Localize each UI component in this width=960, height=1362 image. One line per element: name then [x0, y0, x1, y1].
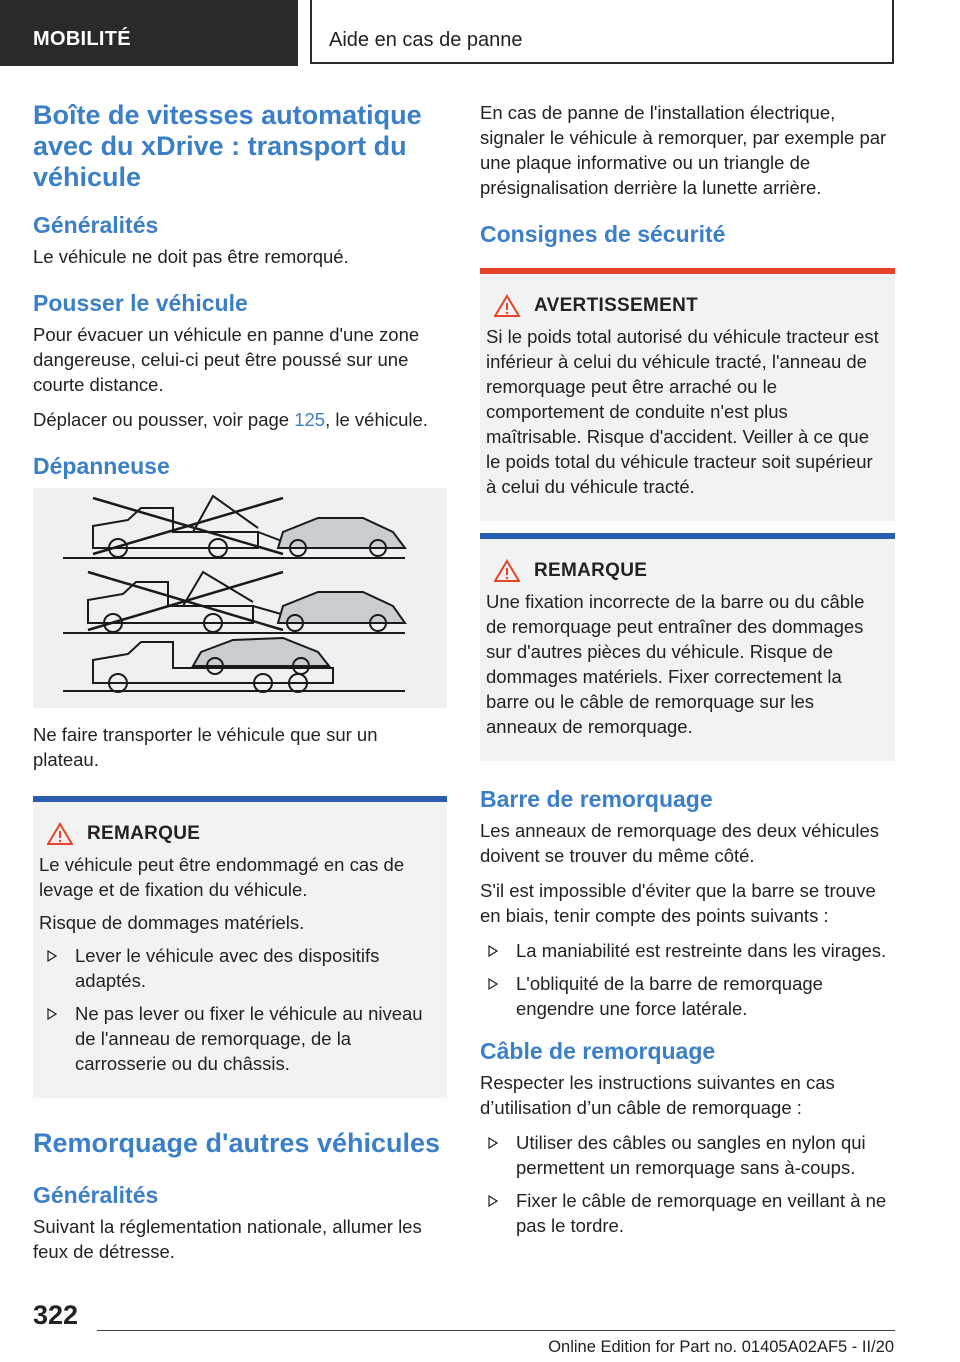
warning-text: Si le poids total autorisé du véhicule tracteur est inférieur à celui du véhicule tracté, l'anneau de remorquage peut être arraché ou le comportement de conduite n'est plus maîtrisable. Risque d'accident. Veiller à ce que le poids total du véhicule tracteur soit supérieur à celui du véhicule tracté. — [486, 326, 879, 497]
heading-remorquage: Remorquage d'autres véhicules — [33, 1128, 441, 1158]
bullet-arrow-icon — [488, 1137, 498, 1149]
towed-car-1 — [278, 518, 405, 548]
heading-generalites-2: Généralités — [33, 1182, 159, 1208]
heading-pousser: Pousser le véhicule — [33, 290, 248, 316]
bullet-arrow-icon — [47, 1008, 57, 1020]
notice-text: Risque de dommages matériels. — [39, 912, 305, 933]
paragraph-generalites-2: Suivant la réglementation nationale, allumer les feux de détresse. — [33, 1216, 422, 1262]
left-column — [33, 100, 447, 1274]
page-link[interactable]: 125 — [294, 409, 326, 430]
warning-triangle-icon — [494, 559, 520, 583]
list-item: Lever le véhicule avec des dispositifs adaptés. — [39, 943, 439, 993]
bullet-arrow-icon — [488, 978, 498, 990]
bullet-arrow-icon — [488, 1195, 498, 1207]
tow-crane-2 — [183, 572, 253, 606]
list-item: Ne pas lever ou fixer le véhicule au niveau de l'anneau de remorquage, de la carrosserie ou du châssis. — [39, 1001, 439, 1076]
list-item: La maniabilité est restreinte dans les virages. — [480, 938, 895, 963]
paragraph-pousser: Pour évacuer un véhicule en panne d'une zone dangereuse, celui-ci peut être poussé sur une courte distance. — [33, 324, 420, 395]
paragraph-deplacer: Déplacer ou pousser, voir page 125, le véhicule. — [33, 409, 428, 430]
chapter-tab: Aide en cas de panne — [310, 0, 894, 64]
paragraph-barre-2: S'il est impossible d'éviter que la barre se trouve en biais, tenir compte des points suivants : — [480, 880, 876, 926]
bullet-arrow-icon — [47, 950, 57, 962]
notice-box-right — [480, 533, 895, 761]
heading-cable: Câble de remorquage — [480, 1038, 716, 1064]
list-item: Utiliser des câbles ou sangles en nylon qui permettent un remorquage sans à-coups. — [480, 1130, 895, 1180]
section-tab: MOBILITÉ — [0, 0, 298, 66]
warning-triangle-icon — [47, 822, 73, 846]
section-title: Boîte de vitesses automatique avec du xDrive : transport du véhicule — [33, 100, 422, 192]
heading-consignes: Consignes de sécurité — [480, 221, 726, 247]
warning-triangle-icon — [494, 294, 520, 318]
notice-title: REMARQUE — [87, 823, 201, 844]
cable-list — [480, 1130, 895, 1238]
paragraph-panne: En cas de panne de l'installation électrique, signaler le véhicule à remorquer, par exemple par une plaque informative ou un triangle de présignalisation derrière la lunette arrière. — [480, 102, 887, 198]
paragraph-plateau: Ne faire transporter le véhicule que sur un plateau. — [33, 724, 378, 770]
tow-truck-diagram — [33, 488, 447, 708]
warning-title: AVERTISSEMENT — [534, 295, 699, 316]
footer-divider — [97, 1330, 895, 1331]
notice-text: Le véhicule peut être endommagé en cas de levage et de fixation du véhicule. — [39, 854, 405, 900]
heading-depanneuse: Dépanneuse — [33, 453, 170, 479]
heading-generalites: Généralités — [33, 212, 159, 238]
tow-truck-1 — [93, 508, 258, 548]
warning-box — [480, 268, 895, 521]
towed-car-2 — [278, 592, 405, 623]
notice-list — [39, 943, 439, 1076]
notice-box-left — [33, 796, 447, 1098]
list-item: L'obliquité de la barre de remorquage engendre une force latérale. — [480, 971, 895, 1021]
bullet-arrow-icon — [488, 945, 498, 957]
paragraph-cable: Respecter les instructions suivantes en cas d’utilisation d’un câble de remorquage : — [480, 1072, 835, 1118]
right-column — [480, 100, 895, 1246]
page-header — [0, 0, 960, 66]
edition-note: Online Edition for Part no. 01405A02AF5 - II/20 — [548, 1338, 894, 1356]
tow-truck-illustration — [33, 488, 447, 708]
heading-barre: Barre de remorquage — [480, 786, 713, 812]
paragraph-generalites: Le véhicule ne doit pas être remorqué. — [33, 246, 349, 267]
barre-list — [480, 938, 895, 1021]
list-item: Fixer le câble de remorquage en veillant à ne pas le tordre. — [480, 1188, 895, 1238]
notice-text: Une fixation incorrecte de la barre ou du câble de remorquage peut entraîner des dommages sur d'autres pièces du véhicule. Risque de dommages matériels. Fixer correctement la barre ou le câble de remorquage sur les anneaux de remorquage. — [486, 591, 865, 737]
paragraph-barre-1: Les anneaux de remorquage des deux véhicules doivent se trouver du même côté. — [480, 820, 880, 866]
page-number: 322 — [33, 1300, 79, 1330]
notice-title: REMARQUE — [534, 560, 648, 581]
